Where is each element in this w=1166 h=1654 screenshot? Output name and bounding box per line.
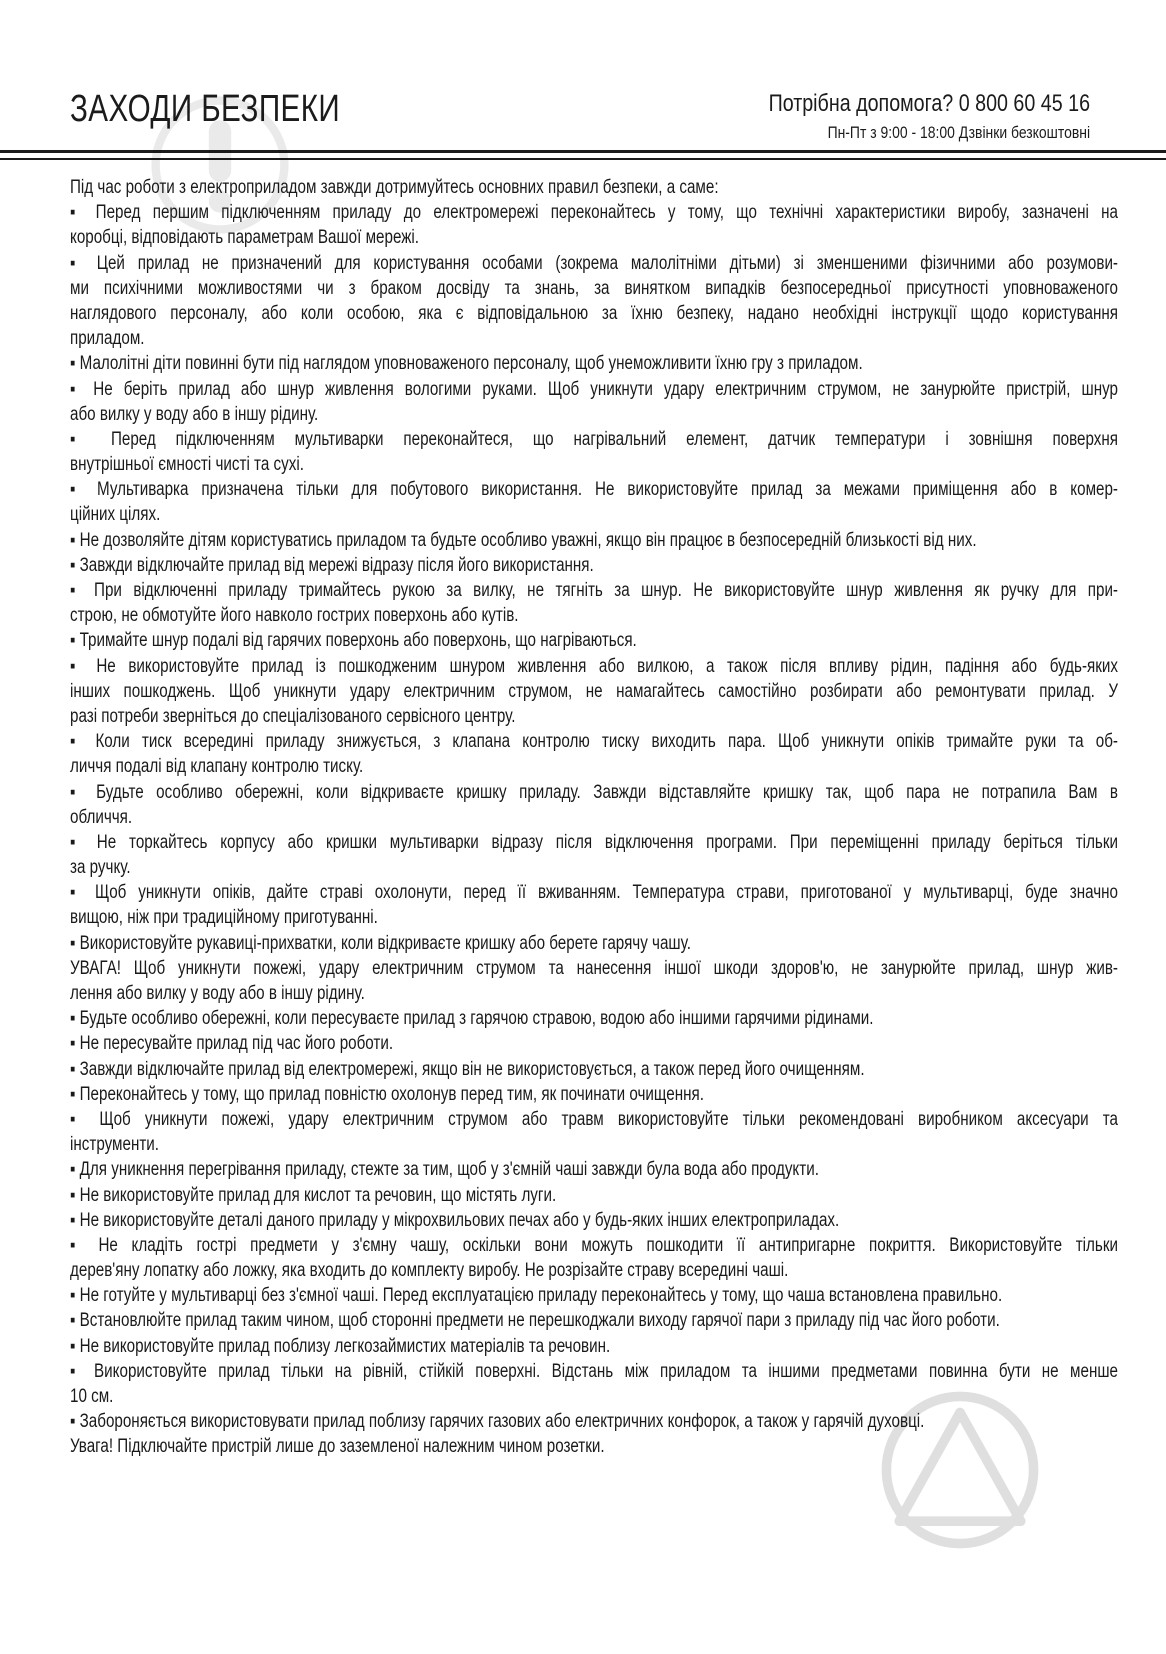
text-line: ▪ Не торкайтесь корпусу або кришки мультиварки відразу після відключення програми. При переміщенні приладу беріться тільки [70,831,1118,853]
text-line: ▪ Не використовуйте деталі даного приладу у мікрохвильових печах або у будь-яких інших електроприладах. [70,1209,840,1231]
text-line: ▪ Щоб уникнути опіків, дайте страві охолонути, перед її вживанням. Температура страви, приготованої у мультиварці, буде значно [70,882,1118,904]
text-line: ційних цілях. [70,504,161,526]
text-line: внутрішньої ємності чисті та сухі. [70,454,304,476]
text-line: ▪ Не дозволяйте дітям користуватись приладом та будьте особливо уважні, якщо він працює в безпосередній близькості від них. [70,529,977,551]
text-line: ▪ Перед першим підключенням приладу до електромережі переконайтесь у тому, що технічні характеристики виробу, зазначені на [70,202,1118,224]
text-line: ▪ Мультиварка призначена тільки для побутового використання. Не використовуйте прилад за межами приміщення або в комер- [70,479,1118,501]
text-line: Увага! Підключайте пристрій лише до заземленої належним чином розетки. [70,1436,605,1458]
page-header [0,0,1166,170]
text-line: обличчя. [70,806,133,828]
text-line: УВАГА! Щоб уникнути пожежі, удару електричним струмом та нанесення іншої шкоди здоров'ю, не занурюйте прилад, шнур жив- [70,957,1118,979]
page-title: ЗАХОДИ БЕЗПЕКИ [70,88,341,130]
text-line: інструменти. [70,1134,160,1156]
text-line: дерев'яну лопатку або ложку, яка входить до комплекту виробу. Не розрізайте страву всередині чаші. [70,1260,789,1282]
help-hours: Пн-Пт з 9:00 - 18:00 Дзвінки безкоштовні [827,123,1090,142]
text-line: ▪ Не беріть прилад або шнур живлення вологими руками. Щоб уникнути удару електричним струмом, не занурюйте пристрій, шнур [70,378,1118,400]
text-line: строю, не обмотуйте його навколо гострих поверхонь або кутів. [70,605,519,627]
text-line: вищою, ніж при традиційному приготуванні. [70,907,378,929]
text-line: ▪ Переконайтесь у тому, що прилад повністю охолонув перед тим, як починати очищення. [70,1083,704,1105]
text-line: ▪ Перед підключенням мультиварки переконайтеся, що нагрівальний елемент, датчик температури і зовнішня поверхня [70,428,1118,450]
text-line: лення або вилку у воду або в іншу рідину. [70,983,365,1004]
text-line: ▪ Не використовуйте прилад із пошкодженим шнуром живлення або вилкою, а також після впливу рідин, падіння або будь-яких [70,655,1118,677]
text-line: личчя подалі від клапану контролю тиску. [70,756,364,778]
text-line: ▪ Забороняється використовувати прилад поблизу гарячих газових або електричних конфорок, а також у гарячій духовці. [70,1411,925,1433]
text-line: разі потреби зверніться до спеціалізованого сервісного центру. [70,705,516,727]
text-line: ▪ Завжди відключайте прилад від електромережі, якщо він не використовується, а також перед його очищенням. [70,1058,865,1080]
text-line: ▪ Тримайте шнур подалі від гарячих поверхонь або поверхонь, що нагріваються. [70,630,637,652]
text-line: Під час роботи з електроприладом завжди дотримуйтесь основних правил безпеки, а саме: [70,177,719,198]
text-line: інших пошкоджень. Щоб уникнути удару електричним струмом, не намагайтесь самостійно розбирати або ремонтувати прилад. У [70,680,1118,702]
text-line: ▪ Не пересувайте прилад під час його роботи. [70,1033,394,1055]
safety-text [70,175,1118,1460]
text-line: ▪ Використовуйте рукавиці-прихватки, коли відкриваєте кришку або берете гарячу чашу. [70,932,691,954]
header-divider-thin [0,158,1166,160]
text-line: ▪ Малолітні діти повинні бути під наглядом уповноваженого персоналу, щоб унеможливити їхню гру з приладом. [70,353,863,375]
text-line: ▪ Цей прилад не призначений для користування особами (зокрема малолітніми дітьми) зі зменшеними фізичними або розумови- [70,252,1118,274]
text-line: ▪ Використовуйте прилад тільки на рівній, стійкій поверхні. Відстань між приладом та іншими предметами повинна бути не менше [70,1360,1118,1382]
text-line: ▪ Щоб уникнути пожежі, удару електричним струмом або травм використовуйте тільки рекомендовані виробником аксесуари та [70,1108,1118,1130]
text-line: ▪ Будьте особливо обережні, коли пересуваєте прилад з гарячою стравою, водою або іншими гарячими рідинами. [70,1008,874,1030]
text-line: коробці, відповідають параметрам Вашої мережі. [70,227,419,249]
help-info [769,90,1090,143]
text-line: ▪ Завжди відключайте прилад від мережі відразу після його використання. [70,554,594,576]
text-line: ▪ Не кладіть гострі предмети у з'ємну чашу, оскільки вони можуть пошкодити її антипригарне покриття. Використовуйте тільки [70,1234,1118,1256]
text-line: ▪ Будьте особливо обережні, коли відкриваєте кришку приладу. Завжди відставляйте кришку так, щоб пара не потрапила Вам в [70,781,1118,803]
text-line: ▪ Не готуйте у мультиварці без з'ємної чаші. Перед експлуатацією приладу переконайтесь у тому, що чаша встановлена правильно. [70,1285,1003,1307]
text-line: ▪ При відключенні приладу тримайтесь рукою за вилку, не тягніть за шнур. Не використовуйте шнур живлення як ручку для при- [70,580,1118,601]
text-line: 10 см. [70,1386,114,1407]
help-phone: Потрібна допомога? 0 800 60 45 16 [768,90,1090,117]
text-line: або вилку у воду або в іншу рідину. [70,403,319,425]
text-line: ▪ Коли тиск всередині приладу знижується, з клапана контролю тиску виходить пара. Щоб уникнути опіків тримайте руки та об- [70,731,1118,753]
text-line: приладом. [70,328,145,350]
text-line: наглядового персоналу, або коли особою, яка є відповідальною за їхню безпеку, надано необхідні інструкції щодо користування [70,302,1118,324]
text-line: ▪ Не використовуйте прилад поблизу легкозаймистих матеріалів та речовин. [70,1335,611,1357]
text-line: за ручку. [70,857,131,879]
header-divider-thick [0,150,1166,153]
text-line: ▪ Встановлюйте прилад таким чином, щоб сторонні предмети не перешкоджали виходу гарячої пари з приладу під час його роботи. [70,1310,1000,1332]
text-line: ми психічними можливостями чи з браком досвіду та знань, за винятком випадків безпосередньої присутності уповноваженого [70,277,1118,299]
text-line: ▪ Не використовуйте прилад для кислот та речовин, що містять луги. [70,1184,557,1206]
text-line: ▪ Для уникнення перегрівання приладу, стежте за тим, щоб у з'ємній чаші завжди була вода або продукти. [70,1159,819,1181]
